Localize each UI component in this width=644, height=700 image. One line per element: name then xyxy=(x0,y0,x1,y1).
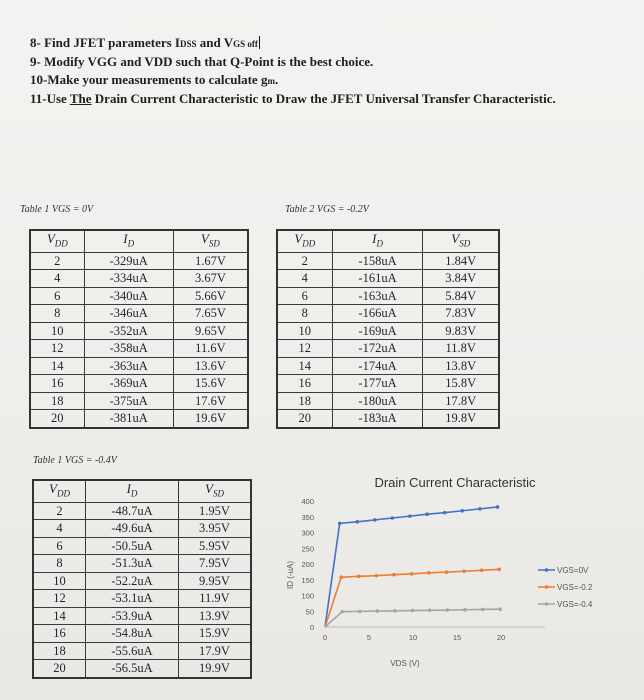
table-row xyxy=(31,252,248,270)
data-point xyxy=(497,568,501,572)
cell-vdd: 12 xyxy=(34,590,86,608)
data-point xyxy=(410,572,414,576)
cell-vdd: 8 xyxy=(278,305,333,323)
table-row xyxy=(34,555,251,573)
cell-id: -369uA xyxy=(84,375,173,393)
cell-vsd: 1.84V xyxy=(423,252,499,270)
data-point xyxy=(445,570,449,574)
cell-id: -53.9uA xyxy=(86,607,179,625)
cell-vdd: 8 xyxy=(31,305,85,323)
cell-vdd: 8 xyxy=(34,555,86,573)
table-row xyxy=(278,357,499,375)
header-vsd-sub: SD xyxy=(208,238,220,249)
cell-vsd: 19.9V xyxy=(178,660,250,678)
cell-vsd: 9.83V xyxy=(423,322,499,340)
header-vdd-label: V xyxy=(46,231,55,246)
header-vdd xyxy=(31,231,85,253)
header-vsd xyxy=(173,231,247,253)
gm-subscript: m xyxy=(267,76,275,86)
header-vsd-label: V xyxy=(205,481,213,496)
cell-vsd: 3.84V xyxy=(423,270,499,288)
instruction-11-text: 11-Use xyxy=(30,91,70,106)
x-tick-label: 5 xyxy=(366,633,372,642)
y-tick-label: 400 xyxy=(301,497,314,506)
cell-vdd: 2 xyxy=(278,252,333,270)
header-vdd-label: V xyxy=(294,231,303,246)
cell-id: -48.7uA xyxy=(86,502,179,520)
table-row xyxy=(34,502,251,520)
y-tick-label: 350 xyxy=(301,512,314,522)
cell-id: -174uA xyxy=(332,357,423,375)
table-row xyxy=(278,252,499,270)
header-id-label: I xyxy=(126,481,131,496)
cell-vsd: 19.8V xyxy=(423,410,499,428)
header-vdd-sub: DD xyxy=(54,238,68,249)
header-id-label: I xyxy=(372,231,377,246)
data-point xyxy=(339,575,343,579)
cell-id: -340uA xyxy=(84,287,173,305)
table-row xyxy=(34,520,251,538)
header-vdd-sub: DD xyxy=(302,238,316,249)
header-vsd xyxy=(178,481,250,503)
table-row xyxy=(34,625,251,643)
header-id-label: I xyxy=(123,231,128,246)
data-point xyxy=(496,505,500,509)
data-point xyxy=(391,516,395,520)
table3-caption: Table 1 VGS = -0.4V xyxy=(33,455,117,466)
instruction-11 xyxy=(30,90,556,108)
cell-id: -55.6uA xyxy=(86,642,179,660)
table-row xyxy=(31,322,248,340)
cell-vsd: 17.6V xyxy=(173,392,247,410)
cell-id: -50.5uA xyxy=(86,537,179,555)
legend-label-0: VGS=0V xyxy=(557,566,589,575)
table-row xyxy=(278,375,499,393)
cell-vsd: 13.8V xyxy=(423,357,499,375)
cell-vdd: 4 xyxy=(278,270,333,288)
cell-vsd: 5.66V xyxy=(173,287,247,305)
cell-vsd: 9.95V xyxy=(178,572,250,590)
cell-vdd: 10 xyxy=(278,322,333,340)
cell-id: -183uA xyxy=(332,410,423,428)
cell-id: -180uA xyxy=(332,392,423,410)
cell-vsd: 5.95V xyxy=(178,537,250,555)
cell-vsd: 13.6V xyxy=(173,357,247,375)
x-tick-label: 0 xyxy=(322,633,328,642)
cell-id: -375uA xyxy=(84,392,173,410)
cell-id: -158uA xyxy=(332,252,423,270)
table-vgs-0v xyxy=(30,230,248,428)
cell-vdd: 6 xyxy=(34,537,86,555)
cell-vdd: 16 xyxy=(278,375,333,393)
header-id-sub: D xyxy=(127,238,135,249)
table-row xyxy=(31,410,248,428)
cell-id: -166uA xyxy=(332,305,423,323)
data-point xyxy=(446,608,450,612)
instruction-8 xyxy=(30,34,556,53)
table-row xyxy=(278,305,499,323)
data-point xyxy=(463,608,467,612)
cell-vsd: 1.67V xyxy=(173,252,247,270)
vgs-off-subscript: GS off xyxy=(233,39,258,49)
cell-id: -363uA xyxy=(84,357,173,375)
cell-id: -358uA xyxy=(84,340,173,358)
data-point xyxy=(480,569,484,573)
data-point xyxy=(408,514,412,518)
data-point xyxy=(375,574,379,578)
cell-vsd: 7.95V xyxy=(178,555,250,573)
cell-id: -329uA xyxy=(84,252,173,270)
cell-id: -381uA xyxy=(84,410,173,428)
cell-id: -161uA xyxy=(332,270,423,288)
cell-vdd: 18 xyxy=(278,392,333,410)
header-id xyxy=(84,231,173,253)
legend-label-2: VGS=-0.4 xyxy=(557,600,593,609)
table-vgs-neg0-2v xyxy=(277,230,499,428)
idss-subscript: DSS xyxy=(179,39,197,49)
text-cursor xyxy=(259,36,260,49)
header-vdd xyxy=(34,481,86,503)
cell-id: -352uA xyxy=(84,322,173,340)
data-point xyxy=(376,609,380,613)
chart-title: Drain Current Characteristic xyxy=(374,475,536,490)
instruction-10-text: 10-Make your measurements to calculate g xyxy=(30,72,268,87)
x-tick-label: 10 xyxy=(408,633,418,642)
table-row xyxy=(31,287,248,305)
legend-marker-2 xyxy=(545,602,549,606)
cell-vdd: 20 xyxy=(278,410,333,428)
data-point xyxy=(498,607,502,611)
cell-vsd: 7.65V xyxy=(173,305,247,323)
cell-vsd: 11.9V xyxy=(178,590,250,608)
table-row xyxy=(31,340,248,358)
table-row xyxy=(278,340,499,358)
table-vgs-neg0-4v xyxy=(33,480,251,678)
data-point xyxy=(373,518,377,522)
cell-id: -172uA xyxy=(332,340,423,358)
cell-vdd: 4 xyxy=(34,520,86,538)
cell-vdd: 4 xyxy=(31,270,85,288)
x-tick-label: 15 xyxy=(452,633,462,642)
data-point xyxy=(393,609,397,613)
data-point xyxy=(428,608,432,612)
cell-id: -49.6uA xyxy=(86,520,179,538)
table-row xyxy=(31,392,248,410)
data-point xyxy=(358,610,362,614)
table-row xyxy=(278,322,499,340)
instructions xyxy=(30,34,556,108)
y-tick-label: 300 xyxy=(301,528,314,538)
header-id-sub: D xyxy=(376,238,383,249)
y-tick-label: 150 xyxy=(301,575,314,585)
cell-id: -54.8uA xyxy=(86,625,179,643)
cell-id: -334uA xyxy=(84,270,173,288)
cell-vdd: 18 xyxy=(31,392,85,410)
cell-vsd: 3.67V xyxy=(173,270,247,288)
table-row xyxy=(31,305,248,323)
cell-id: -346uA xyxy=(84,305,173,323)
cell-vsd: 7.83V xyxy=(423,305,499,323)
cell-id: -177uA xyxy=(332,375,423,393)
data-point xyxy=(425,512,429,516)
instruction-10-period: . xyxy=(274,72,279,87)
y-tick-label: 0 xyxy=(309,623,314,632)
y-tick-label: 200 xyxy=(301,560,314,569)
table-row xyxy=(278,270,499,288)
data-point xyxy=(338,522,342,526)
drain-current-chart xyxy=(280,470,644,700)
data-point xyxy=(427,571,431,575)
header-vsd-sub: SD xyxy=(459,238,471,249)
instruction-9: 9- Modify VGG and VDD such that Q-Point is the best choice. xyxy=(30,54,374,69)
table2-caption: Table 2 VGS = -0.2V xyxy=(285,204,369,215)
cell-vdd: 6 xyxy=(31,287,85,305)
cell-vdd: 2 xyxy=(34,502,86,520)
y-tick-label: 250 xyxy=(301,544,314,554)
table-row xyxy=(278,287,499,305)
header-vsd-sub: SD xyxy=(212,488,224,499)
data-point xyxy=(355,520,359,524)
cell-vdd: 6 xyxy=(278,287,333,305)
header-vdd-sub: DD xyxy=(57,488,70,499)
data-point xyxy=(340,610,344,614)
table-row xyxy=(31,357,248,375)
cell-vsd: 1.95V xyxy=(178,502,250,520)
data-point xyxy=(443,511,447,515)
table-row xyxy=(34,607,251,625)
x-tick-label: 20 xyxy=(496,633,506,642)
instruction-11-text-2: Drain Current Characteristic to Draw the JFET Universal Transfer Characteristic. xyxy=(91,91,556,106)
table-row xyxy=(34,537,251,555)
y-tick-label: 50 xyxy=(305,607,314,617)
cell-vsd: 15.9V xyxy=(178,625,250,643)
cell-vsd: 15.8V xyxy=(423,375,499,393)
header-id xyxy=(332,231,423,253)
header-vdd-label: V xyxy=(49,481,57,496)
cell-vdd: 10 xyxy=(31,322,85,340)
cell-vdd: 20 xyxy=(34,660,86,678)
cell-vsd: 13.9V xyxy=(178,607,250,625)
cell-vsd: 5.84V xyxy=(423,287,499,305)
table-row xyxy=(31,270,248,288)
cell-vdd: 2 xyxy=(31,252,85,270)
cell-id: -51.3uA xyxy=(86,555,179,573)
header-id xyxy=(86,481,179,503)
table-row xyxy=(34,590,251,608)
table-row xyxy=(34,660,251,678)
data-point xyxy=(478,507,482,511)
instruction-8-text-2: and V xyxy=(196,35,234,50)
table-row xyxy=(278,410,499,428)
data-point xyxy=(411,609,415,613)
cell-vsd: 15.6V xyxy=(173,375,247,393)
header-id-sub: D xyxy=(130,488,138,499)
cell-vsd: 3.95V xyxy=(178,520,250,538)
cell-id: -52.2uA xyxy=(86,572,179,590)
table-row xyxy=(34,642,251,660)
instruction-10 xyxy=(30,71,556,90)
y-tick-label: 100 xyxy=(301,591,314,601)
cell-id: -163uA xyxy=(332,287,423,305)
cell-vsd: 11.6V xyxy=(173,340,247,358)
y-axis-label: ID (-uA) xyxy=(286,561,295,589)
cell-vdd: 14 xyxy=(34,607,86,625)
legend-label-1: VGS=-0.2 xyxy=(557,583,593,592)
x-axis-label: VDS (V) xyxy=(390,659,420,668)
series-line-1 xyxy=(325,569,499,627)
cell-vsd: 11.8V xyxy=(423,340,499,358)
data-point xyxy=(357,574,361,578)
header-vsd-label: V xyxy=(451,231,460,246)
header-vsd-label: V xyxy=(200,231,209,246)
instruction-8-text: 8- Find JFET parameters I xyxy=(30,35,180,50)
legend-marker-1 xyxy=(545,585,549,589)
cell-vdd: 10 xyxy=(34,572,86,590)
cell-vsd: 9.65V xyxy=(173,322,247,340)
table-row xyxy=(31,375,248,393)
cell-vdd: 16 xyxy=(34,625,86,643)
cell-vdd: 12 xyxy=(278,340,333,358)
data-point xyxy=(481,608,485,612)
cell-vdd: 16 xyxy=(31,375,85,393)
data-point xyxy=(392,573,396,577)
table-row xyxy=(278,392,499,410)
cell-vsd: 17.9V xyxy=(178,642,250,660)
cell-vdd: 14 xyxy=(278,357,333,375)
cell-id: -53.1uA xyxy=(86,590,179,608)
data-point xyxy=(460,509,464,513)
cell-vdd: 20 xyxy=(31,410,85,428)
table-row xyxy=(34,572,251,590)
table1-caption: Table 1 VGS = 0V xyxy=(20,204,94,215)
legend-marker-0 xyxy=(545,568,549,572)
header-vdd xyxy=(278,231,333,253)
cell-vsd: 19.6V xyxy=(173,410,247,428)
header-vsd xyxy=(423,231,499,253)
data-point xyxy=(462,569,466,573)
cell-vdd: 14 xyxy=(31,357,85,375)
cell-vdd: 12 xyxy=(31,340,85,358)
cell-vdd: 18 xyxy=(34,642,86,660)
cell-id: -56.5uA xyxy=(86,660,179,678)
instruction-11-underlined: The xyxy=(69,91,92,106)
cell-id: -169uA xyxy=(332,322,423,340)
cell-vsd: 17.8V xyxy=(423,392,499,410)
